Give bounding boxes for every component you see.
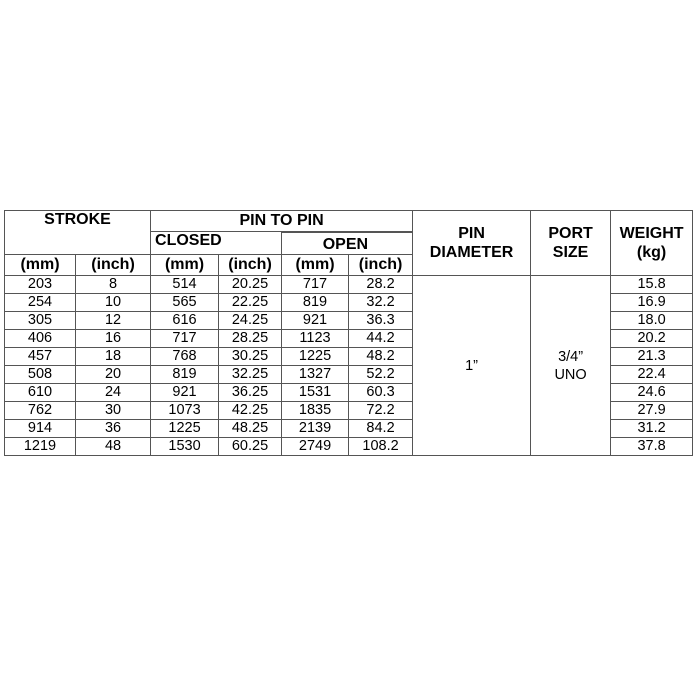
port-size-header-line2: SIZE [552, 244, 589, 261]
stroke-mm-cell: 762 [5, 402, 76, 420]
open-mm-cell: 921 [282, 312, 349, 330]
closed-inch-cell: 28.25 [219, 330, 282, 348]
closed-inch-cell: 60.25 [219, 438, 282, 456]
closed-mm-cell: 717 [151, 330, 219, 348]
stroke-inch-cell: 12 [76, 312, 151, 330]
port-size-value-line2: UNO [554, 366, 587, 383]
closed-inch-cell: 42.25 [219, 402, 282, 420]
open-inch-cell: 52.2 [349, 366, 413, 384]
open-mm-cell: 819 [282, 294, 349, 312]
closed-header: CLOSED [151, 232, 282, 255]
open-inch-cell: 72.2 [349, 402, 413, 420]
table-row [5, 276, 693, 294]
stroke-mm-cell: 203 [5, 276, 76, 294]
closed-mm-cell: 616 [151, 312, 219, 330]
open-inch-cell: 28.2 [349, 276, 413, 294]
open-inch-cell: 84.2 [349, 420, 413, 438]
stroke-inch-cell: 10 [76, 294, 151, 312]
open-inch-header: (inch) [349, 255, 413, 276]
stroke-mm-cell: 254 [5, 294, 76, 312]
stroke-inch-cell: 36 [76, 420, 151, 438]
closed-mm-cell: 768 [151, 348, 219, 366]
open-inch-cell: 32.2 [349, 294, 413, 312]
open-divider-line [282, 232, 413, 233]
stroke-inch-cell: 20 [76, 366, 151, 384]
closed-mm-header: (mm) [151, 255, 219, 276]
closed-mm-cell: 1073 [151, 402, 219, 420]
closed-inch-cell: 24.25 [219, 312, 282, 330]
stroke-mm-cell: 508 [5, 366, 76, 384]
closed-inch-cell: 48.25 [219, 420, 282, 438]
weight-cell: 16.9 [611, 294, 693, 312]
open-header: OPEN [282, 232, 413, 255]
open-mm-cell: 2749 [282, 438, 349, 456]
port-size-header [531, 211, 611, 276]
weight-cell: 22.4 [611, 366, 693, 384]
pin-diameter-header-line1: PIN [458, 225, 485, 242]
stroke-mm-header: (mm) [5, 255, 76, 276]
stroke-inch-cell: 48 [76, 438, 151, 456]
closed-mm-cell: 514 [151, 276, 219, 294]
open-mm-cell: 1835 [282, 402, 349, 420]
open-inch-cell: 44.2 [349, 330, 413, 348]
stroke-mm-cell: 1219 [5, 438, 76, 456]
stroke-inch-cell: 16 [76, 330, 151, 348]
closed-mm-cell: 1225 [151, 420, 219, 438]
pin-to-pin-header: PIN TO PIN [151, 211, 413, 232]
closed-inch-cell: 36.25 [219, 384, 282, 402]
closed-inch-cell: 32.25 [219, 366, 282, 384]
open-inch-cell: 60.3 [349, 384, 413, 402]
closed-inch-cell: 22.25 [219, 294, 282, 312]
stroke-inch-cell: 18 [76, 348, 151, 366]
weight-cell: 31.2 [611, 420, 693, 438]
open-inch-cell: 48.2 [349, 348, 413, 366]
pin-diameter-header [413, 211, 531, 276]
spec-table [4, 210, 693, 456]
port-size-header-line1: PORT [548, 225, 593, 242]
stroke-mm-cell: 914 [5, 420, 76, 438]
weight-cell: 37.8 [611, 438, 693, 456]
open-mm-cell: 1531 [282, 384, 349, 402]
open-inch-cell: 108.2 [349, 438, 413, 456]
pin-diameter-value: 1” [413, 276, 531, 456]
closed-mm-cell: 819 [151, 366, 219, 384]
pin-diameter-header-line2: DIAMETER [429, 244, 514, 261]
weight-cell: 18.0 [611, 312, 693, 330]
stroke-header: STROKE [5, 211, 151, 255]
stroke-mm-cell: 610 [5, 384, 76, 402]
weight-header-line2: (kg) [636, 244, 667, 261]
open-mm-cell: 1225 [282, 348, 349, 366]
open-mm-cell: 717 [282, 276, 349, 294]
closed-mm-cell: 1530 [151, 438, 219, 456]
stroke-mm-cell: 406 [5, 330, 76, 348]
weight-cell: 24.6 [611, 384, 693, 402]
stroke-inch-header: (inch) [76, 255, 151, 276]
weight-cell: 21.3 [611, 348, 693, 366]
closed-inch-cell: 30.25 [219, 348, 282, 366]
stroke-inch-cell: 24 [76, 384, 151, 402]
closed-mm-cell: 565 [151, 294, 219, 312]
weight-header-line1: WEIGHT [619, 225, 684, 242]
closed-inch-header: (inch) [219, 255, 282, 276]
open-mm-header: (mm) [282, 255, 349, 276]
stroke-inch-cell: 8 [76, 276, 151, 294]
closed-mm-cell: 921 [151, 384, 219, 402]
open-mm-cell: 1123 [282, 330, 349, 348]
stroke-mm-cell: 305 [5, 312, 76, 330]
weight-header [611, 211, 693, 276]
stroke-inch-cell: 30 [76, 402, 151, 420]
open-mm-cell: 1327 [282, 366, 349, 384]
open-mm-cell: 2139 [282, 420, 349, 438]
weight-cell: 20.2 [611, 330, 693, 348]
weight-cell: 15.8 [611, 276, 693, 294]
weight-cell: 27.9 [611, 402, 693, 420]
open-inch-cell: 36.3 [349, 312, 413, 330]
closed-inch-cell: 20.25 [219, 276, 282, 294]
port-size-value-line1: 3/4” [558, 348, 584, 365]
stroke-mm-cell: 457 [5, 348, 76, 366]
port-size-value [531, 276, 611, 456]
